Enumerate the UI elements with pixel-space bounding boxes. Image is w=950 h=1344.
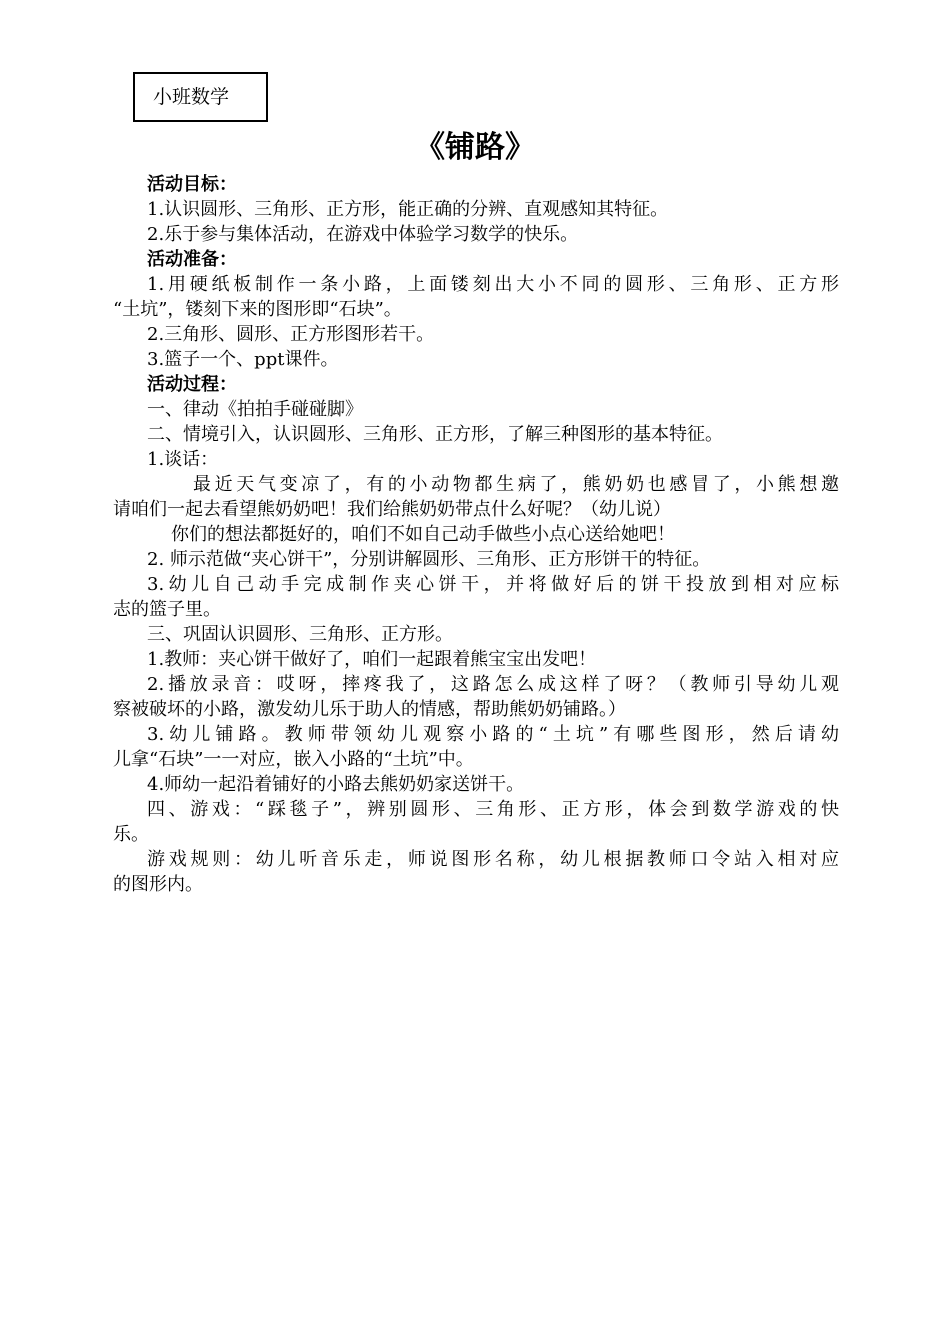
preparation-line-1-cont: “土坑”，镂刻下来的图形即“石块”。 (113, 299, 402, 320)
category-label: 小班数学 (133, 72, 268, 122)
process-step-3-paving: 3.幼儿铺路。教师带领幼儿观察小路的“土坑”有哪些图形，然后请幼 (147, 724, 839, 745)
goal-line-1: 1.认识圆形、三角形、正方形，能正确的分辨、直观感知其特征。 (147, 199, 669, 220)
process-step-3-recording-cont: 察被破坏的小路，激发幼儿乐于助人的情感，帮助熊奶奶铺路。） (113, 699, 626, 720)
process-step-2-make-cont: 志的篮子里。 (113, 599, 221, 620)
lesson-title: 《铺路》 (415, 130, 535, 165)
process-step-1: 一、律动《拍拍手碰碰脚》 (147, 399, 363, 420)
section-heading-preparation: 活动准备： (147, 249, 237, 270)
process-step-2-demo: 2. 师示范做“夹心饼干”，分别讲解圆形、三角形、正方形饼干的特征。 (147, 549, 711, 570)
lesson-body (113, 172, 839, 897)
game-rules: 游戏规则：幼儿听音乐走，师说图形名称，幼儿根据教师口令站入相对应 (147, 849, 839, 870)
process-step-3-paving-cont: 儿拿“石块”一一对应，嵌入小路的“土坑”中。 (113, 749, 474, 770)
process-step-4-cont: 乐。 (113, 824, 149, 845)
preparation-line-3: 3.篮子一个、ppt课件。 (147, 349, 339, 370)
section-heading-goals: 活动目标： (147, 174, 237, 195)
process-step-3-deliver: 4.师幼一起沿着铺好的小路去熊奶奶家送饼干。 (147, 774, 525, 795)
process-step-2-talk: 1.谈话： (147, 449, 219, 470)
process-step-2: 二、情境引入，认识圆形、三角形、正方形，了解三种图形的基本特征。 (147, 424, 723, 445)
process-step-3: 三、巩固认识圆形、三角形、正方形。 (147, 624, 453, 645)
talk-paragraph-line-2: 请咱们一起去看望熊奶奶吧！我们给熊奶奶带点什么好呢？（幼儿说） (113, 499, 671, 520)
preparation-line-2: 2.三角形、圆形、正方形图形若干。 (147, 324, 435, 345)
process-step-3-recording: 2.播放录音：哎呀，摔疼我了，这路怎么成这样了呀？（教师引导幼儿观 (147, 674, 839, 695)
talk-paragraph-line-3: 你们的想法都挺好的，咱们不如自己动手做些小点心送给她吧！ (171, 524, 675, 545)
section-heading-process: 活动过程： (147, 374, 237, 395)
process-step-4: 四、游戏：“踩毯子”，辨别圆形、三角形、正方形，体会到数学游戏的快 (147, 799, 839, 820)
process-step-2-make: 3.幼儿自己动手完成制作夹心饼干，并将做好后的饼干投放到相对应标 (147, 574, 839, 595)
goal-line-2: 2.乐于参与集体活动，在游戏中体验学习数学的快乐。 (147, 224, 579, 245)
process-step-3-teacher: 1.教师：夹心饼干做好了，咱们一起跟着熊宝宝出发吧！ (147, 649, 597, 670)
talk-paragraph-line-1: 最近天气变凉了，有的小动物都生病了，熊奶奶也感冒了，小熊想邀 (193, 474, 839, 495)
game-rules-cont: 的图形内。 (113, 874, 203, 895)
preparation-line-1: 1.用硬纸板制作一条小路，上面镂刻出大小不同的圆形、三角形、正方形 (147, 274, 839, 295)
